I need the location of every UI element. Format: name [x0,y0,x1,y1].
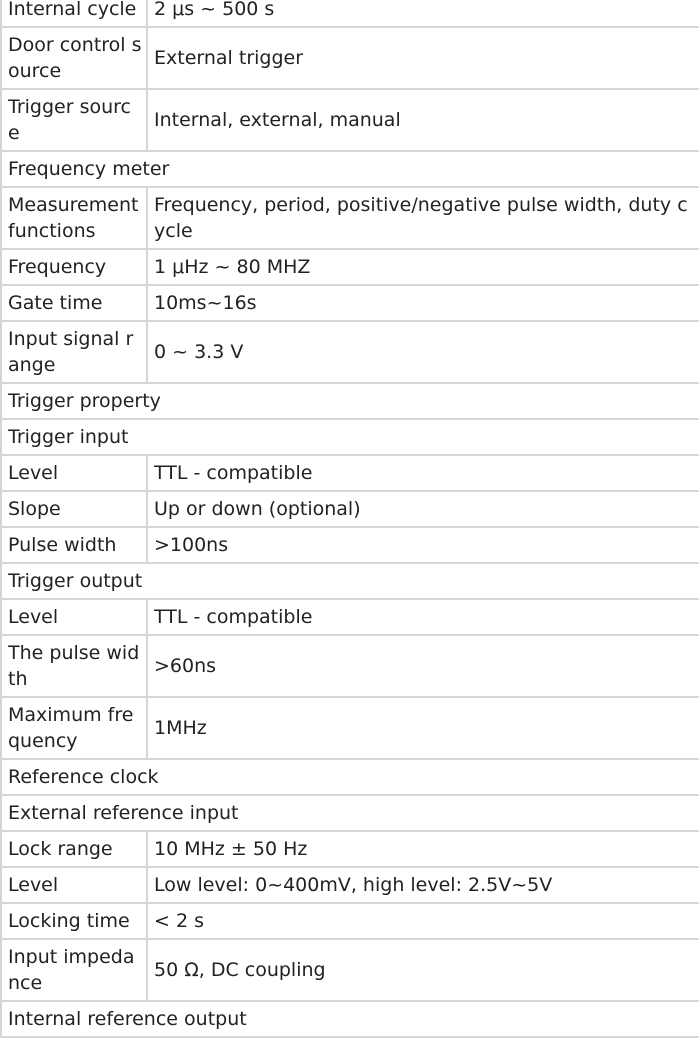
spec-row [1,285,699,321]
spec-label: The pulse width [1,635,147,697]
spec-value: Frequency, period, positive/negative pulse width, duty cycle [147,187,699,249]
spec-row [1,867,699,903]
section-heading: Frequency meter [1,151,699,187]
spec-row [1,321,699,383]
section-heading: Trigger input [1,419,699,455]
spec-label: Level [1,867,147,903]
spec-label: Level [1,599,147,635]
spec-value: Internal, external, manual [147,89,699,151]
spec-value: 1MHz [147,697,699,759]
section-row [1,383,699,419]
spec-value: 10 MHz ± 50 Hz [147,831,699,867]
spec-value: External trigger [147,27,699,89]
spec-label: Slope [1,491,147,527]
section-row [1,151,699,187]
spec-label: Lock range [1,831,147,867]
spec-label: Maximum frequency [1,697,147,759]
spec-label: Gate time [1,285,147,321]
spec-row [1,903,699,939]
spec-value: 10ms~16s [147,285,699,321]
spec-row [1,0,699,27]
spec-label: Locking time [1,903,147,939]
spec-label: Internal cycle [1,0,147,27]
section-row [1,795,699,831]
spec-value: Low level: 0~400mV, high level: 2.5V~5V [147,867,699,903]
spec-label: Frequency [1,249,147,285]
spec-value: 2 μs ~ 500 s [147,0,699,27]
section-heading: Internal reference output [1,1001,699,1037]
spec-row [1,455,699,491]
spec-label: Trigger source [1,89,147,151]
spec-label: Input impedance [1,939,147,1001]
spec-value: 50 Ω, DC coupling [147,939,699,1001]
section-row [1,563,699,599]
spec-label: Level [1,455,147,491]
section-row [1,759,699,795]
spec-value: 0 ~ 3.3 V [147,321,699,383]
spec-label: Measurement functions [1,187,147,249]
spec-row [1,27,699,89]
spec-label: Pulse width [1,527,147,563]
spec-row [1,831,699,867]
section-row [1,419,699,455]
spec-value: Up or down (optional) [147,491,699,527]
section-heading: Trigger property [1,383,699,419]
spec-row [1,527,699,563]
spec-row [1,249,699,285]
spec-row [1,697,699,759]
spec-row [1,491,699,527]
spec-value: TTL - compatible [147,455,699,491]
spec-value: < 2 s [147,903,699,939]
section-heading: External reference input [1,795,699,831]
spec-row [1,187,699,249]
section-row [1,1001,699,1037]
section-heading: Trigger output [1,563,699,599]
spec-row [1,635,699,697]
spec-value: 1 μHz ~ 80 MHZ [147,249,699,285]
spec-label: Door control source [1,27,147,89]
spec-row [1,939,699,1001]
spec-table-body [1,0,699,1037]
section-heading: Reference clock [1,759,699,795]
spec-label: Input signal range [1,321,147,383]
spec-value: TTL - compatible [147,599,699,635]
spec-value: >60ns [147,635,699,697]
spec-row [1,599,699,635]
spec-value: >100ns [147,527,699,563]
spec-row [1,89,699,151]
